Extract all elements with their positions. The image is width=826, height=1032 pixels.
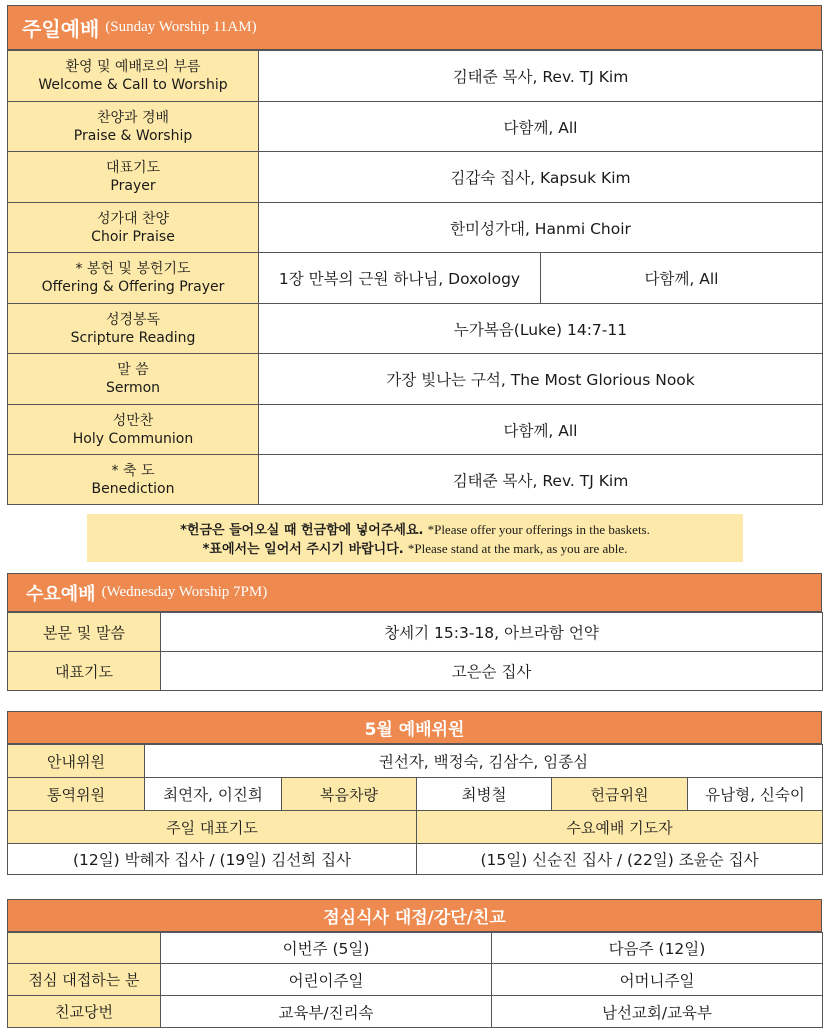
sunday-item-label: [8, 354, 259, 405]
sunday-item-ko: 성만찬: [112, 412, 154, 429]
wednesday-prayer-value: (15일) 신순진 집사 / (22일) 조윤순 집사: [417, 844, 823, 875]
sunday-item-ko: 성경봉독: [105, 311, 161, 328]
sunday-item-ko: * 봉헌 및 봉헌기도: [75, 261, 191, 277]
table-row: [8, 304, 823, 354]
wednesday-item-value: 고은순 집사: [161, 652, 823, 691]
wednesday-worship-table: [7, 612, 823, 691]
sunday-item-ko: 성가대 찬양: [96, 210, 170, 227]
sunday-worship-subtitle: (Sunday Worship 11AM): [105, 19, 257, 35]
table-row: [8, 811, 823, 844]
sunday-worship-table: [7, 50, 823, 505]
table-row: [8, 996, 823, 1028]
wednesday-item-label: 대표기도: [8, 652, 161, 691]
lunch-corner-cell: [8, 933, 161, 964]
table-row: [8, 203, 823, 253]
wednesday-prayer-label: 수요예배 기도자: [417, 811, 823, 844]
sunday-item-en: Offering & Offering Prayer: [41, 279, 225, 295]
sunday-item-value: 김태준 목사, Rev. TJ Kim: [259, 51, 823, 102]
wednesday-item-label: 본문 및 말씀: [8, 613, 161, 652]
table-row: [8, 613, 823, 652]
table-row: [8, 652, 823, 691]
table-row: [8, 253, 823, 304]
sunday-item-value: 다함께, All: [259, 405, 823, 455]
table-row: [8, 152, 823, 203]
sunday-item-value: 다함께, All: [259, 102, 823, 152]
lunch-table: [7, 932, 823, 1028]
usher-label: 안내위원: [8, 745, 145, 778]
wednesday-worship-header: [7, 573, 822, 612]
lunch-host-next-week: 어머니주일: [492, 964, 823, 996]
notice-line-1-en: *Please offer your offerings in the baskets.: [427, 522, 650, 537]
table-row: [8, 51, 823, 102]
wednesday-worship-title: 수요예배: [26, 583, 96, 605]
sunday-worship-title: 주일예배: [22, 17, 100, 41]
table-row: [8, 844, 823, 875]
sunday-item-en: Scripture Reading: [70, 329, 196, 346]
sunday-item-value-2: 다함께, All: [541, 253, 823, 304]
sunday-item-label: [8, 455, 259, 505]
sunday-item-label: [8, 304, 259, 354]
offering-notice: [87, 514, 743, 562]
sunday-item-ko: 대표기도: [105, 160, 161, 176]
sunday-prayer-label: 주일 대표기도: [8, 811, 417, 844]
sunday-worship-header: [7, 5, 822, 50]
wednesday-worship-subtitle: (Wednesday Worship 7PM): [101, 584, 268, 600]
fellowship-duty-next-week: 남선교회/교육부: [492, 996, 823, 1028]
wednesday-item-value: 창세기 15:3-18, 아브라함 언약: [161, 613, 823, 652]
sunday-item-label: [8, 51, 259, 102]
lunch-host-this-week: 어린이주일: [161, 964, 492, 996]
sunday-item-ko: 환영 및 예배로의 부름: [65, 59, 201, 75]
sunday-item-label: [8, 405, 259, 455]
interpreter-label: 통역위원: [8, 778, 145, 811]
usher-value: 권선자, 백정숙, 김삼수, 임종심: [145, 745, 823, 778]
table-row: [8, 455, 823, 505]
sunday-item-value: 누가복음(Luke) 14:7-11: [259, 304, 823, 354]
table-row: [8, 964, 823, 996]
sunday-item-value: 한미성가대, Hanmi Choir: [259, 203, 823, 253]
sunday-item-label: [8, 152, 259, 203]
sunday-item-ko: * 축 도: [111, 462, 155, 479]
table-row: [8, 933, 823, 964]
sunday-item-ko: 찬양과 경배: [96, 109, 170, 126]
offering-committee-label: 헌금위원: [552, 778, 688, 811]
sunday-item-en: Benediction: [91, 480, 175, 497]
sunday-item-value: 1장 만복의 근원 하나님, Doxology: [259, 253, 541, 304]
table-row: [8, 354, 823, 405]
sunday-item-en: Holy Communion: [72, 430, 194, 447]
this-week-header: 이번주 (5일): [161, 933, 492, 964]
sunday-item-value: 김태준 목사, Rev. TJ Kim: [259, 455, 823, 505]
interpreter-value: 최연자, 이진희: [145, 778, 282, 811]
sunday-item-en: Sermon: [105, 380, 161, 396]
bus-value: 최병철: [417, 778, 552, 811]
table-row: [8, 102, 823, 152]
next-week-header: 다음주 (12일): [492, 933, 823, 964]
notice-line-2-en: *Please stand at the mark, as you are able.: [407, 541, 628, 556]
table-row: [8, 745, 823, 778]
fellowship-duty-this-week: 교육부/진리속: [161, 996, 492, 1028]
lunch-title: 점심식사 대접/강단/친교: [323, 908, 506, 928]
notice-line-2-ko: *표에서는 일어서 주시기 바랍니다.: [202, 542, 404, 557]
lunch-host-label: 점심 대접하는 분: [8, 964, 161, 996]
notice-line-2: [87, 538, 743, 560]
table-row: [8, 778, 823, 811]
sunday-item-value: 김갑숙 집사, Kapsuk Kim: [259, 152, 823, 203]
may-committee-table: [7, 744, 823, 875]
sunday-item-label: [8, 203, 259, 253]
sunday-item-value: 가장 빛나는 구석, The Most Glorious Nook: [259, 354, 823, 405]
notice-line-1-ko: *헌금은 들어오실 때 헌금함에 넣어주세요.: [180, 523, 424, 538]
table-row: [8, 405, 823, 455]
sunday-item-label: [8, 102, 259, 152]
sunday-item-en: Prayer: [110, 178, 156, 194]
offering-committee-value: 유남형, 신숙이: [688, 778, 823, 811]
may-committee-title: 5월 예배위원: [364, 720, 465, 740]
bus-label: 복음차량: [282, 778, 417, 811]
sunday-item-ko: 말 씀: [117, 362, 149, 378]
may-committee-header: [7, 711, 822, 744]
sunday-item-en: Welcome & Call to Worship: [38, 77, 228, 93]
lunch-header: [7, 899, 822, 932]
sunday-item-label: [8, 253, 259, 304]
fellowship-duty-label: 친교당번: [8, 996, 161, 1028]
sunday-item-en: Choir Praise: [91, 228, 175, 245]
sunday-prayer-value: (12일) 박혜자 집사 / (19일) 김선희 집사: [8, 844, 417, 875]
sunday-item-en: Praise & Worship: [73, 127, 193, 144]
